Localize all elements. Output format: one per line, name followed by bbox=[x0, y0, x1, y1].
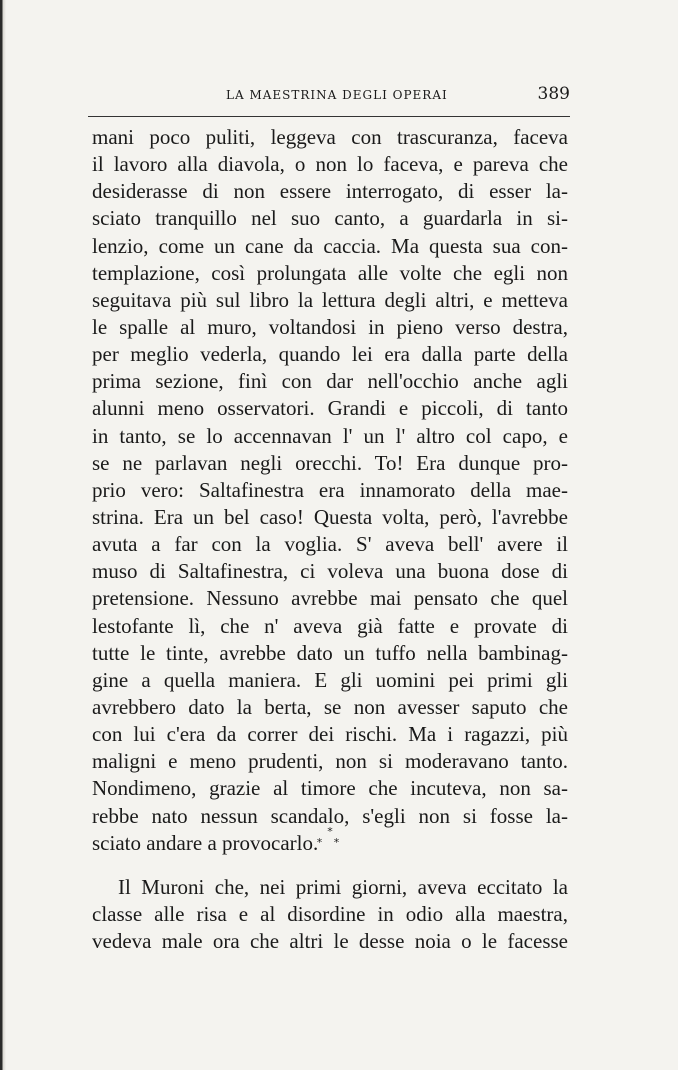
text-line: vedeva male ora che altri le desse noia o le facesse bbox=[92, 929, 568, 954]
text-line: strina. Era un bel caso! Questa volta, però, l'avrebbe bbox=[92, 504, 568, 529]
text-line: mani poco puliti, leggeva con trascuranza, faceva bbox=[92, 125, 568, 149]
text-line: Nondimeno, grazie al timore che incuteva, non sa- bbox=[92, 776, 568, 801]
text-line: Il Muroni che, nei primi giorni, aveva eccitato la bbox=[118, 875, 568, 899]
text-line: maligni e meno prudenti, non si moderavano tanto. bbox=[92, 749, 568, 774]
text-line: sciato tranquillo nel suo canto, a guardarla in si- bbox=[92, 206, 568, 231]
text-line: in tanto, se lo accennavan l' un l' altro col capo, e bbox=[92, 423, 568, 448]
text-line: tutte le tinte, avrebbe dato un tuffo nella bambinag- bbox=[92, 640, 568, 665]
text-line: le spalle al muro, voltandosi in pieno verso destra, bbox=[92, 314, 568, 339]
paragraph-1 bbox=[92, 124, 568, 857]
section-separator bbox=[310, 826, 350, 856]
text-line: se ne parlavan negli orecchi. To! Era dunque pro- bbox=[92, 450, 568, 475]
page-number: 389 bbox=[537, 84, 570, 104]
header-rule bbox=[88, 116, 570, 117]
text-line: avrebbero dato la berta, se non avesser saputo che bbox=[92, 694, 568, 719]
page-edge bbox=[0, 0, 6, 1070]
text-line: con lui c'era da correr dei rischi. Ma i ragazzi, più bbox=[92, 722, 568, 747]
text-line: gine a quella maniera. E gli uomini pei primi gli bbox=[92, 667, 568, 692]
text-line: per meglio vederla, quando lei era dalla parte della bbox=[92, 342, 568, 367]
text-line: il lavoro alla diavola, o non lo faceva, e pareva che bbox=[92, 152, 568, 177]
text-line: avuta a far con la voglia. S' aveva bell' avere il bbox=[92, 532, 568, 557]
paragraph-2 bbox=[92, 874, 568, 955]
text-line: muso di Saltafinestra, ci voleva una buona dose di bbox=[92, 559, 568, 584]
text-line: rebbe nato nessun scandalo, s'egli non si fosse la- bbox=[92, 803, 568, 828]
text-line: lestofante lì, che n' aveva già fatte e provate di bbox=[92, 613, 568, 638]
text-line: prio vero: Saltafinestra era innamorato della mae- bbox=[92, 477, 568, 502]
text-line: sciato andare a provocarlo. bbox=[92, 830, 319, 855]
text-line: lenzio, come un cane da caccia. Ma questa sua con- bbox=[92, 233, 568, 258]
page-header bbox=[88, 82, 570, 112]
text-line: alunni meno osservatori. Grandi e piccoli, di tanto bbox=[92, 396, 568, 421]
text-line: pretensione. Nessuno avrebbe mai pensato che quel bbox=[92, 586, 568, 611]
asterisks-bottom: * * bbox=[316, 836, 344, 849]
text-line: classe alle risa e al disordine in odio alla maestra, bbox=[92, 902, 568, 927]
text-line: seguitava più sul libro la lettura degli altri, e metteva bbox=[92, 287, 568, 312]
text-line: prima sezione, finì con dar nell'occhio anche agli bbox=[92, 369, 568, 394]
text-line: desiderasse di non essere interrogato, di esser la- bbox=[92, 179, 568, 204]
running-title: LA MAESTRINA DEGLI OPERAI bbox=[226, 88, 448, 102]
text-line: templazione, così prolungata alle volte che egli non bbox=[92, 260, 568, 285]
asterisk-top: * bbox=[327, 825, 333, 838]
